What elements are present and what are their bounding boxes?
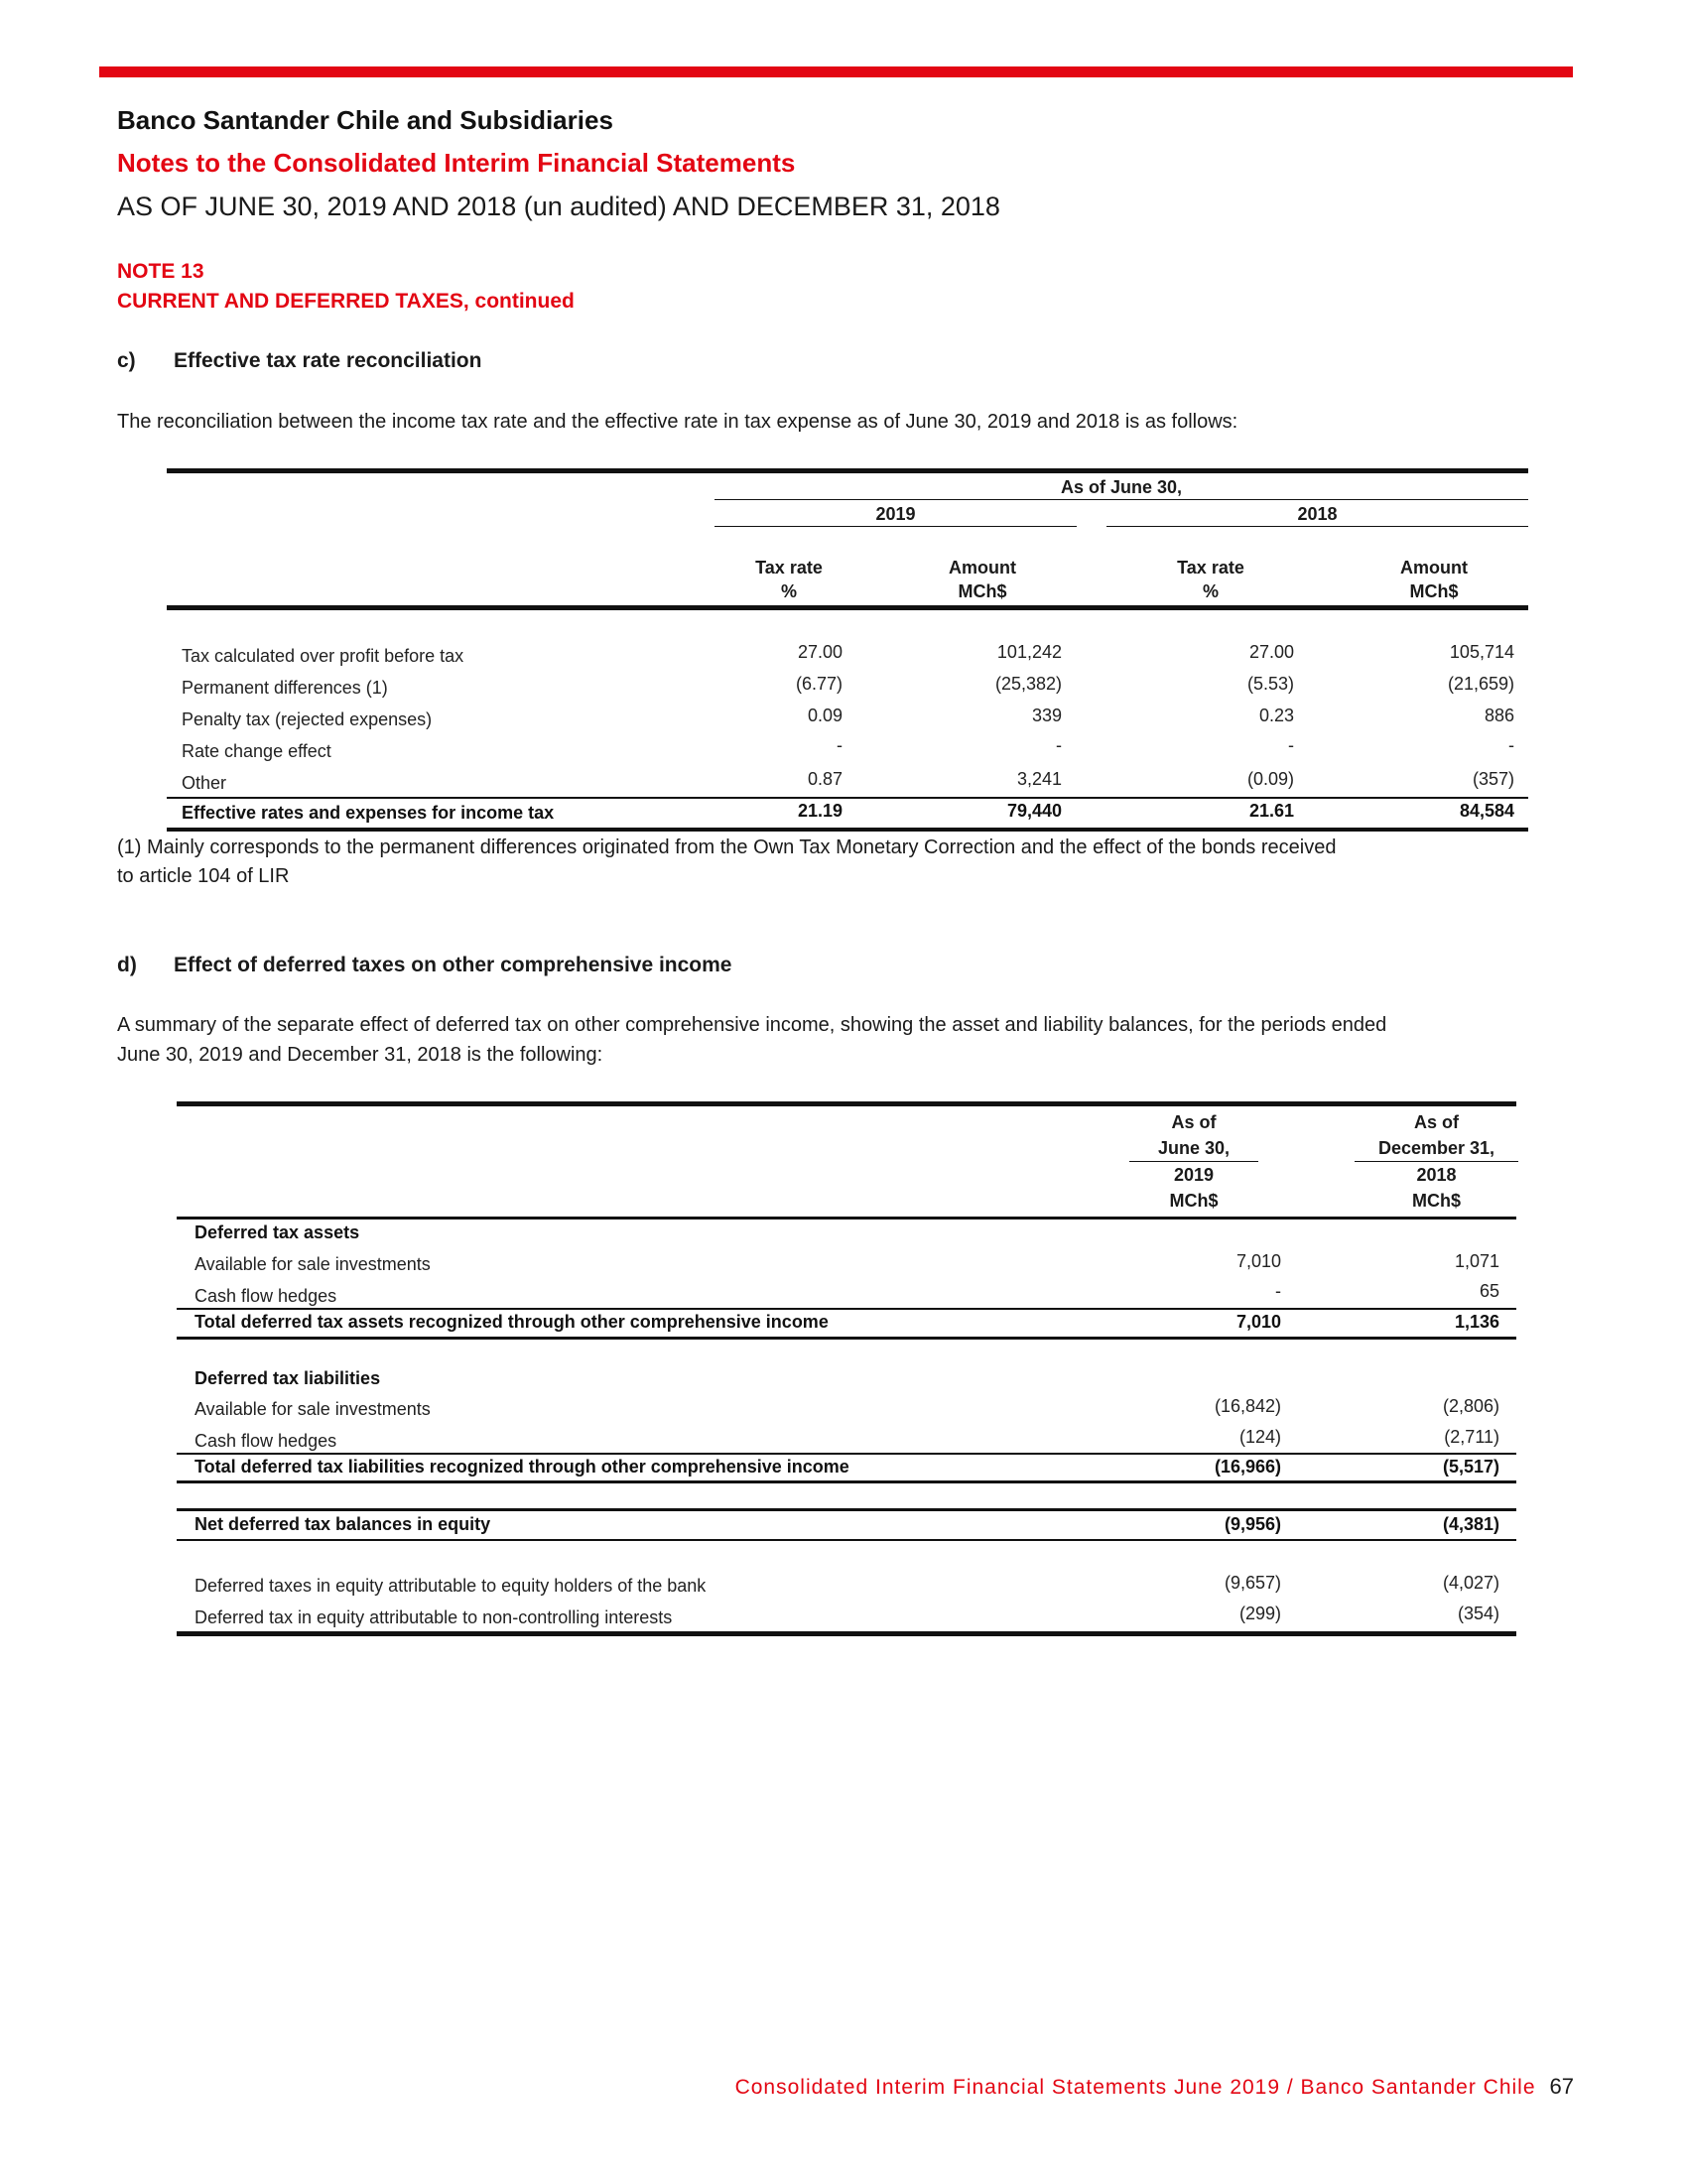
table-top-rule — [167, 468, 1528, 473]
note-title: CURRENT AND DEFERRED TAXES, continued — [117, 290, 575, 313]
liabilities-total-bottom-rule — [177, 1480, 1516, 1483]
period-header: As of June 30, — [1060, 477, 1183, 497]
as-of-date: AS OF JUNE 30, 2019 AND 2018 (un audited) AND DECEMBER 31, 2018 — [117, 192, 1000, 221]
table-top-rule — [177, 1101, 1516, 1106]
year-2018-rule — [1106, 526, 1528, 527]
col-tax-rate-2018: Tax rate % — [1177, 558, 1244, 601]
year-2019-header: 2019 — [875, 504, 916, 524]
section-c-title: Effective tax rate reconciliation — [174, 349, 482, 372]
total-top-rule — [167, 797, 1528, 799]
assets-total-bottom-rule — [177, 1337, 1516, 1340]
net-top-rule — [177, 1508, 1516, 1511]
page-footer — [735, 2074, 1574, 2100]
assets-total-top-rule — [177, 1308, 1516, 1310]
company-name: Banco Santander Chile and Subsidiaries — [117, 105, 613, 135]
page-number: 67 — [1549, 2074, 1574, 2099]
assets-heading: Deferred tax assets — [195, 1222, 360, 1242]
footnote: (1) Mainly corresponds to the permanent differences originated from the Own Tax Monetary Correction and the effect of the bonds received to article 104 of LIR — [117, 836, 1337, 887]
section-d-intro: A summary of the separate effect of deferred tax on other comprehensive income, showing the asset and liability balances, for the periods ended June 30, 2019 and December 31, 2018 is the following: — [117, 1014, 1387, 1066]
col-tax-rate-2019: Tax rate % — [755, 558, 823, 601]
top-accent-bar — [99, 66, 1573, 77]
notes-title: Notes to the Consolidated Interim Financial Statements — [117, 148, 796, 178]
liabilities-total-top-rule — [177, 1453, 1516, 1455]
col-amount-2018: Amount MCh$ — [1400, 558, 1468, 601]
section-d-letter: d) — [117, 954, 137, 976]
col-june-2019: As of June 30, 2019 MCh$ — [1129, 1109, 1258, 1214]
col-amount-2019: Amount MCh$ — [949, 558, 1016, 601]
liabilities-heading: Deferred tax liabilities — [195, 1368, 381, 1388]
col-december-2018: As of December 31, 2018 MCh$ — [1355, 1109, 1518, 1214]
section-c-letter: c) — [117, 349, 136, 372]
table-bottom-rule — [167, 828, 1528, 832]
year-2018-header: 2018 — [1297, 504, 1338, 524]
footer-text: Consolidated Interim Financial Statements June 2019 / Banco Santander Chile — [734, 2076, 1536, 2099]
section-d-title: Effect of deferred taxes on other comprehensive income — [174, 954, 732, 976]
table-bottom-rule — [177, 1631, 1516, 1636]
note-number: NOTE 13 — [117, 260, 204, 283]
period-rule — [714, 499, 1528, 500]
net-bottom-rule — [177, 1539, 1516, 1541]
section-c-intro: The reconciliation between the income tax rate and the effective rate in tax expense as of June 30, 2019 and 2018 is as follows: — [117, 411, 1238, 433]
year-2019-rule — [714, 526, 1077, 527]
header-bottom-rule — [177, 1217, 1516, 1220]
header-bottom-rule — [167, 605, 1528, 610]
